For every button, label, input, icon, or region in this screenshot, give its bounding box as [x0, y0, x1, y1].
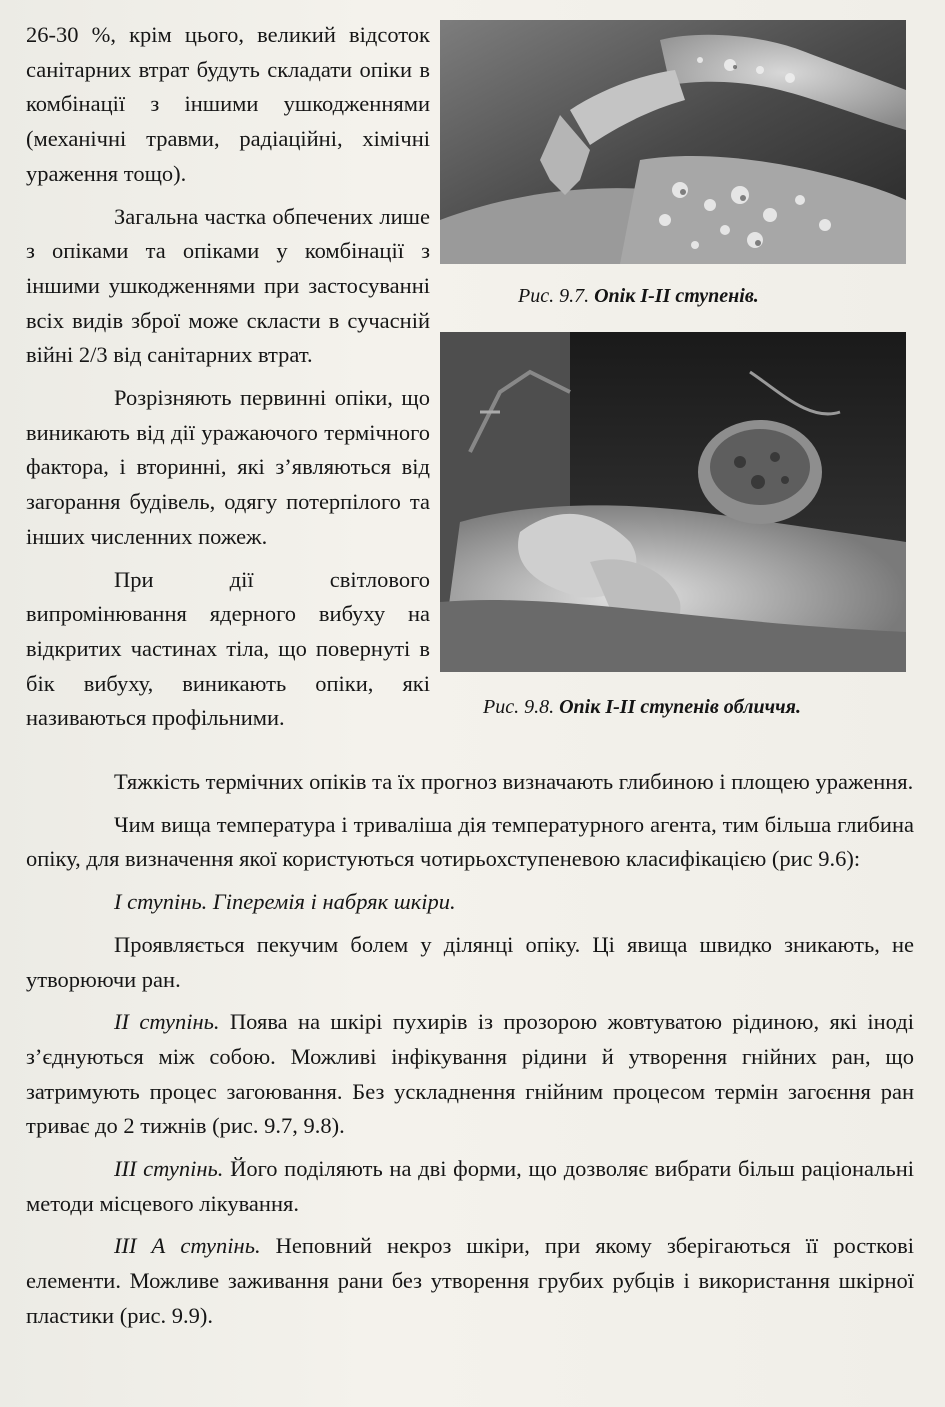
paragraph-profile-burns: При дії світлового випромінювання ядерного вибуху на відкритих частинах тіла, що повернуті в бік вибуху, виникають опіки, які називаються профільними.	[26, 566, 430, 731]
paragraph-burn-severity: Тяжкість термічних опіків та їх прогноз визначають глибиною і площею ураження.	[114, 769, 914, 794]
heading-degree-3a: ІІІ А ступінь.	[114, 1233, 261, 1259]
figure-9-8-title: Опік І-ІІ ступенів обличчя.	[559, 696, 801, 718]
figure-9-8-caption	[483, 694, 801, 720]
figure-9-8-photo	[440, 332, 906, 672]
paragraph-primary-secondary-burns: Розрізняють первинні опіки, що виникають від дії уражаючого термічного фактора, і вторинні, які з’являються від загорання будівель, одягу потерпілого та інших численних пожеж.	[26, 385, 430, 549]
figure-9-7-photo	[440, 20, 906, 264]
figure-9-8-label: Рис. 9.8.	[483, 696, 555, 718]
figure-9-7-caption	[518, 283, 759, 309]
paragraph-burn-depth: Чим вища температура і триваліша дія температурного агента, тим більша глибина опіку, для визначення якої користуються чотирьохступеневою класифікацією (рис 9.6):	[26, 811, 914, 872]
paragraph-degree-1: Проявляється пекучим болем у ділянці опіку. Ці явища швидко зникають, не утворюючи ран.	[26, 931, 914, 992]
main-text-block	[26, 765, 914, 1342]
text-degree-3: Його поділяють на дві форми, що дозволяє вибрати більш раціональні методи місцевого лікування.	[26, 1156, 915, 1216]
paragraph-degree-2	[26, 1005, 914, 1144]
left-column-text	[26, 18, 430, 744]
heading-degree-2: ІІ ступінь.	[114, 1009, 220, 1035]
heading-degree-1: І ступінь. Гіперемія і набряк шкіри.	[114, 889, 456, 915]
paragraph-burn-share: Загальна частка обпечених лише з опіками та опіками у комбінації з іншими ушкодженнями при застосуванні всіх видів зброї може скласти в сучасній війні 2/3 від санітарних втрат.	[26, 203, 430, 368]
paragraph-degree-3	[26, 1152, 914, 1221]
heading-degree-3: ІІІ ступінь.	[114, 1156, 224, 1182]
figure-9-7-label: Рис. 9.7.	[518, 285, 590, 307]
burned-face-patient-illustration	[440, 332, 906, 672]
text-degree-2: Поява на шкірі пухирів із прозорою жовтуватою рідиною, які іноді з’єднуються між собою. Можливі інфікування рідини й утворення гнійних ран, що затримують процес загоювання. Без ускладнення гнійним процесом термін загоєння ран триває до 2 тижнів (рис. 9.7, 9.8).	[26, 1009, 914, 1139]
paragraph-degree-3a	[26, 1229, 914, 1333]
burned-arm-illustration	[440, 20, 906, 264]
paragraph-burn-percentage: 26-30 %, крім цього, великий відсоток санітарних втрат будуть складати опіки в комбінації з іншими ушкодженнями (механічні травми, радіаційні, хімічні ураження тощо).	[26, 22, 430, 186]
text-degree-3a: Неповний некроз шкіри, при якому зберігаються її росткові елементи. Можливе заживання рани без утворення грубих рубців і використання шкірної пластики (рис. 9.9).	[26, 1233, 914, 1328]
figure-9-7-title: Опік І-ІІ ступенів.	[594, 285, 759, 307]
